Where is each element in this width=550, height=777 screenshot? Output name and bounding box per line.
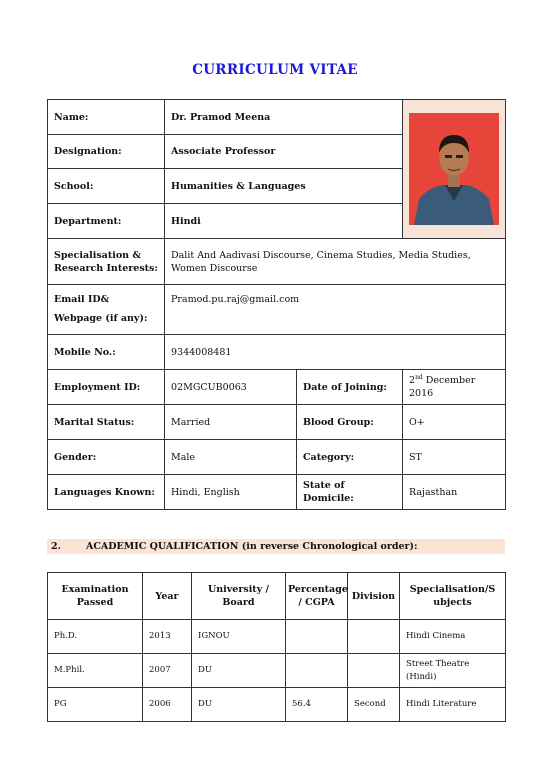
specialisation-label-line2: Research Interests: (54, 262, 158, 274)
joining-day: 2 (409, 375, 416, 386)
cell-specialisation: Hindi Literature (400, 688, 506, 722)
cell-division (348, 620, 400, 654)
domicile-label: State of Domicile: (297, 475, 403, 510)
gender-value: Male (165, 440, 297, 475)
languages-label: Languages Known: (48, 475, 165, 510)
table-row (48, 654, 506, 688)
domicile-value: Rajasthan (403, 475, 506, 510)
cell-specialisation: Street Theatre (Hindi) (400, 654, 506, 688)
mobile-label: Mobile No.: (48, 335, 165, 370)
email-value: Pramod.pu.raj@gmail.com (165, 285, 506, 335)
header-division: Division (348, 573, 400, 620)
marital-label: Marital Status: (48, 405, 165, 440)
cell-percentage: 56.4 (286, 688, 348, 722)
blood-label: Blood Group: (297, 405, 403, 440)
qualification-table (47, 572, 506, 722)
email-label-line2: Webpage (if any): (54, 313, 148, 324)
employment-value: 02MGCUB0063 (165, 370, 297, 405)
specialisation-label-line1: Specialisation & (54, 249, 141, 261)
category-label: Category: (297, 440, 403, 475)
header-year: Year (143, 573, 192, 620)
profile-photo (409, 113, 499, 225)
cell-division: Second (348, 688, 400, 722)
header-university: University / Board (192, 573, 286, 620)
cell-university: DU (192, 654, 286, 688)
joining-rest: December 2016 (409, 375, 476, 399)
category-value: ST (403, 440, 506, 475)
cell-exam: PG (48, 688, 143, 722)
cell-year: 2013 (143, 620, 192, 654)
cell-exam: Ph.D. (48, 620, 143, 654)
blood-value: O+ (403, 405, 506, 440)
cell-university: IGNOU (192, 620, 286, 654)
header-percentage: Percentage / CGPA (286, 573, 348, 620)
cell-percentage (286, 620, 348, 654)
cell-division (348, 654, 400, 688)
marital-value: Married (165, 405, 297, 440)
joining-sup: nd (415, 373, 423, 381)
email-label-line1: Email ID& (54, 294, 110, 305)
cell-year: 2006 (143, 688, 192, 722)
section-title: ACADEMIC QUALIFICATION (in reverse Chronological order): (86, 541, 418, 552)
gender-label: Gender: (48, 440, 165, 475)
section-number: 2. (51, 541, 61, 552)
section-heading-academic (47, 539, 505, 554)
specialisation-value: Dalit And Aadivasi Discourse, Cinema Studies, Media Studies, Women Discourse (165, 239, 506, 285)
name-value: Dr. Pramod Meena (165, 100, 403, 135)
cell-exam: M.Phil. (48, 654, 143, 688)
photo-cell (403, 100, 506, 239)
designation-label: Designation: (48, 135, 165, 169)
cell-university: DU (192, 688, 286, 722)
employment-label: Employment ID: (48, 370, 165, 405)
languages-value: Hindi, English (165, 475, 297, 510)
department-value: Hindi (165, 204, 403, 239)
designation-value: Associate Professor (165, 135, 403, 169)
department-label: Department: (48, 204, 165, 239)
joining-label: Date of Joining: (297, 370, 403, 405)
table-row (48, 688, 506, 722)
joining-value (403, 370, 506, 405)
specialisation-label (48, 239, 165, 285)
personal-info-table (47, 99, 506, 510)
cell-percentage (286, 654, 348, 688)
header-examination: Examination Passed (48, 573, 143, 620)
school-label: School: (48, 169, 165, 204)
table-row (48, 620, 506, 654)
cell-year: 2007 (143, 654, 192, 688)
email-label (48, 285, 165, 335)
cell-specialisation: Hindi Cinema (400, 620, 506, 654)
header-specialisation: Specialisation/S ubjects (400, 573, 506, 620)
page-title: CURRICULUM VITAE (192, 62, 358, 78)
school-value: Humanities & Languages (165, 169, 403, 204)
mobile-value: 9344008481 (165, 335, 506, 370)
name-label: Name: (48, 100, 165, 135)
